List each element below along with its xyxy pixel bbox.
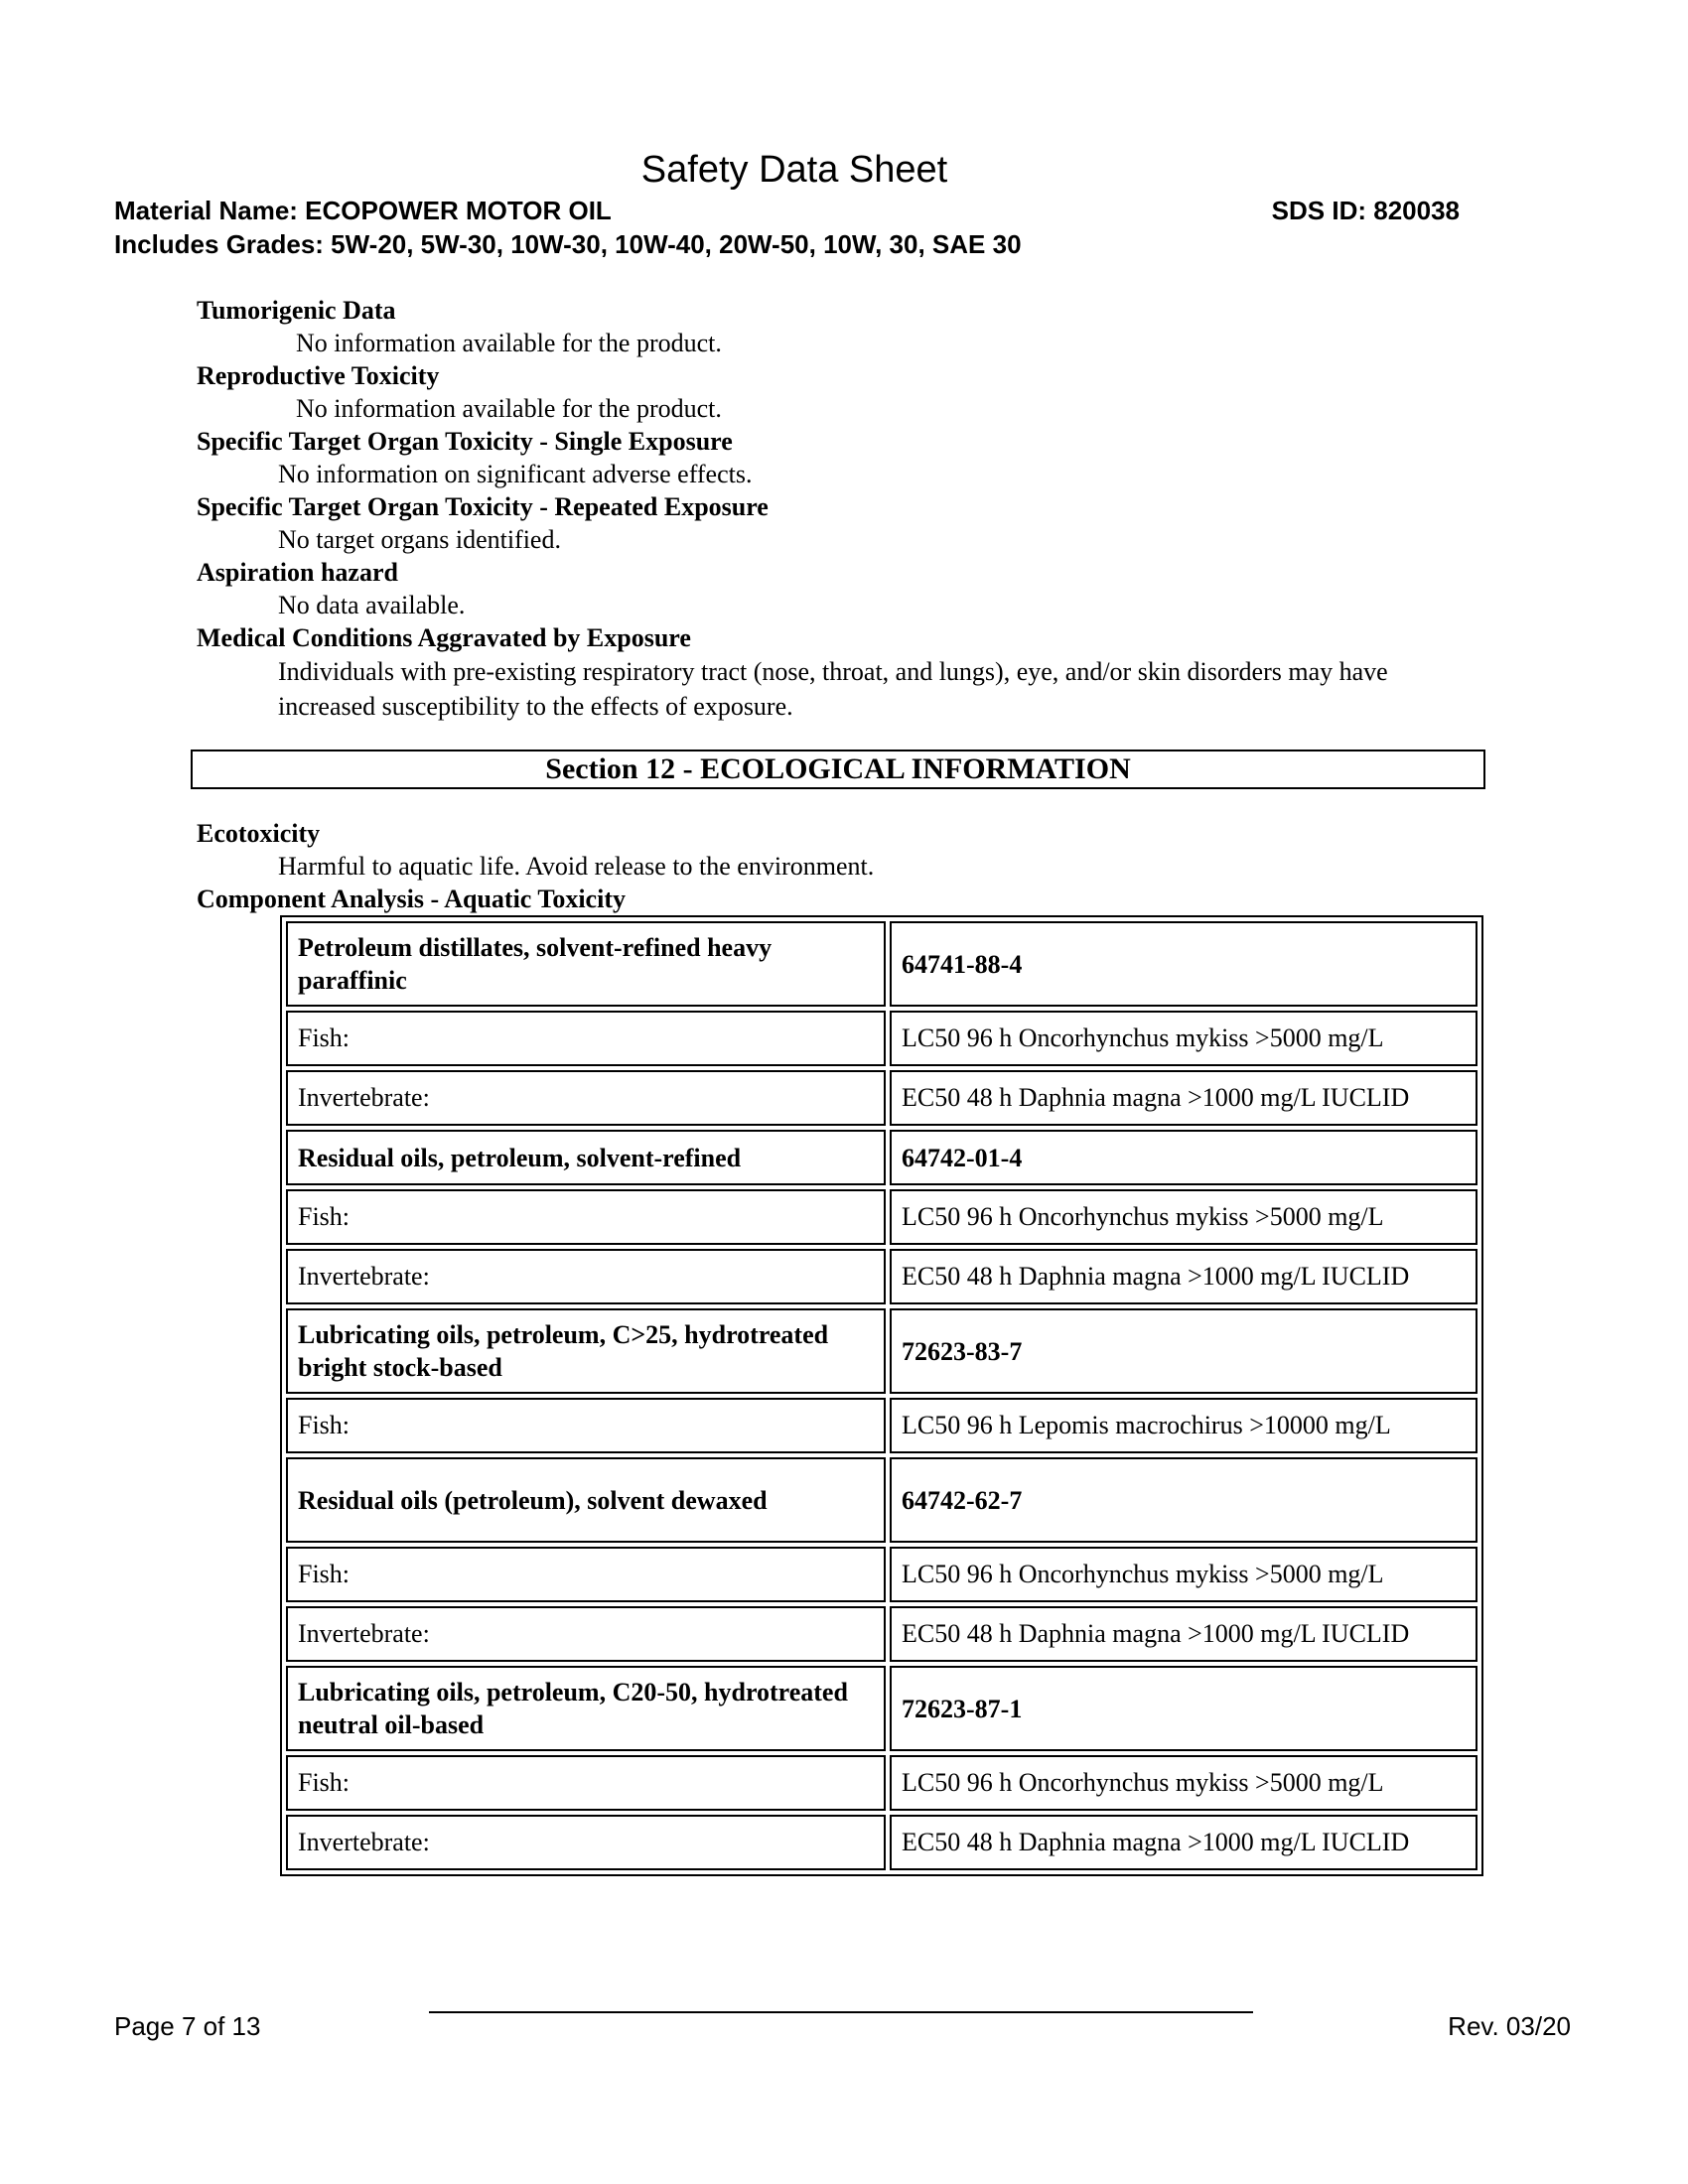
test-value: LC50 96 h Oncorhynchus mykiss >5000 mg/L	[890, 1547, 1477, 1602]
table-row	[286, 1606, 1477, 1662]
test-label: Invertebrate:	[286, 1070, 886, 1126]
table-row	[286, 1755, 1477, 1811]
component-name: Lubricating oils, petroleum, C20-50, hydrotreated neutral oil-based	[286, 1666, 886, 1751]
test-label: Fish:	[286, 1189, 886, 1245]
component-name: Residual oils (petroleum), solvent dewaxed	[286, 1457, 886, 1543]
stot-single-heading: Specific Target Organ Toxicity - Single Exposure	[197, 427, 733, 456]
component-name: Petroleum distillates, solvent-refined heavy paraffinic	[286, 921, 886, 1007]
section-12-header: Section 12 - ECOLOGICAL INFORMATION	[191, 750, 1485, 789]
test-label: Invertebrate:	[286, 1606, 886, 1662]
aspiration-heading: Aspiration hazard	[197, 558, 398, 587]
test-value: LC50 96 h Oncorhynchus mykiss >5000 mg/L	[890, 1189, 1477, 1245]
test-value: EC50 48 h Daphnia magna >1000 mg/L IUCLID	[890, 1070, 1477, 1126]
reproductive-heading: Reproductive Toxicity	[197, 361, 440, 390]
component-cas: 64741-88-4	[890, 921, 1477, 1007]
test-value: LC50 96 h Oncorhynchus mykiss >5000 mg/L	[890, 1755, 1477, 1811]
component-analysis-heading: Component Analysis - Aquatic Toxicity	[197, 885, 626, 913]
component-row	[286, 1308, 1477, 1394]
aspiration-text: No data available.	[278, 591, 466, 619]
table-row	[286, 1011, 1477, 1066]
medical-conditions-text: Individuals with pre-existing respiratory tract (nose, throat, and lungs), eye, and/or skin disorders may have increased susceptibility to the effects of exposure.	[278, 657, 1388, 721]
table-row	[286, 1070, 1477, 1126]
test-label: Fish:	[286, 1755, 886, 1811]
aquatic-toxicity-table	[280, 915, 1483, 1876]
test-label: Invertebrate:	[286, 1815, 886, 1870]
toxicology-list	[197, 294, 1487, 724]
material-name: Material Name: ECOPOWER MOTOR OIL	[114, 196, 612, 225]
sds-id: SDS ID: 820038	[1271, 196, 1460, 225]
test-label: Fish:	[286, 1398, 886, 1453]
ecotoxicity-text: Harmful to aquatic life. Avoid release to the environment.	[278, 852, 875, 881]
component-name: Residual oils, petroleum, solvent-refined	[286, 1130, 886, 1185]
stot-repeated-text: No target organs identified.	[278, 525, 561, 554]
component-cas: 64742-62-7	[890, 1457, 1477, 1543]
component-row	[286, 1666, 1477, 1751]
component-name: Lubricating oils, petroleum, C>25, hydrotreated bright stock-based	[286, 1308, 886, 1394]
tumorigenic-text: No information available for the product.	[296, 329, 722, 357]
test-label: Fish:	[286, 1011, 886, 1066]
stot-single-text: No information on significant adverse effects.	[278, 460, 753, 488]
footer-divider	[429, 2011, 1253, 2013]
table-row	[286, 1249, 1477, 1304]
component-row	[286, 1130, 1477, 1185]
component-cas: 72623-87-1	[890, 1666, 1477, 1751]
test-label: Fish:	[286, 1547, 886, 1602]
ecological-info	[197, 817, 1487, 915]
test-value: EC50 48 h Daphnia magna >1000 mg/L IUCLID	[890, 1249, 1477, 1304]
included-grades: Includes Grades: 5W-20, 5W-30, 10W-30, 10W-40, 20W-50, 10W, 30, SAE 30	[114, 229, 1022, 259]
page-number: Page 7 of 13	[114, 2011, 261, 2041]
table-row	[286, 1189, 1477, 1245]
reproductive-text: No information available for the product.	[296, 394, 722, 423]
stot-repeated-heading: Specific Target Organ Toxicity - Repeated Exposure	[197, 492, 769, 521]
test-value: LC50 96 h Oncorhynchus mykiss >5000 mg/L	[890, 1011, 1477, 1066]
table-row	[286, 1398, 1477, 1453]
document-title: Safety Data Sheet	[640, 149, 948, 191]
ecotoxicity-heading: Ecotoxicity	[197, 819, 321, 848]
test-label: Invertebrate:	[286, 1249, 886, 1304]
table-row	[286, 1815, 1477, 1870]
test-value: EC50 48 h Daphnia magna >1000 mg/L IUCLID	[890, 1606, 1477, 1662]
revision: Rev. 03/20	[1448, 2011, 1571, 2041]
component-row	[286, 921, 1477, 1007]
component-cas: 64742-01-4	[890, 1130, 1477, 1185]
table-row	[286, 1547, 1477, 1602]
test-value: LC50 96 h Lepomis macrochirus >10000 mg/L	[890, 1398, 1477, 1453]
tumorigenic-heading: Tumorigenic Data	[197, 296, 396, 325]
component-cas: 72623-83-7	[890, 1308, 1477, 1394]
medical-conditions-heading: Medical Conditions Aggravated by Exposure	[197, 623, 691, 652]
component-row	[286, 1457, 1477, 1543]
test-value: EC50 48 h Daphnia magna >1000 mg/L IUCLID	[890, 1815, 1477, 1870]
